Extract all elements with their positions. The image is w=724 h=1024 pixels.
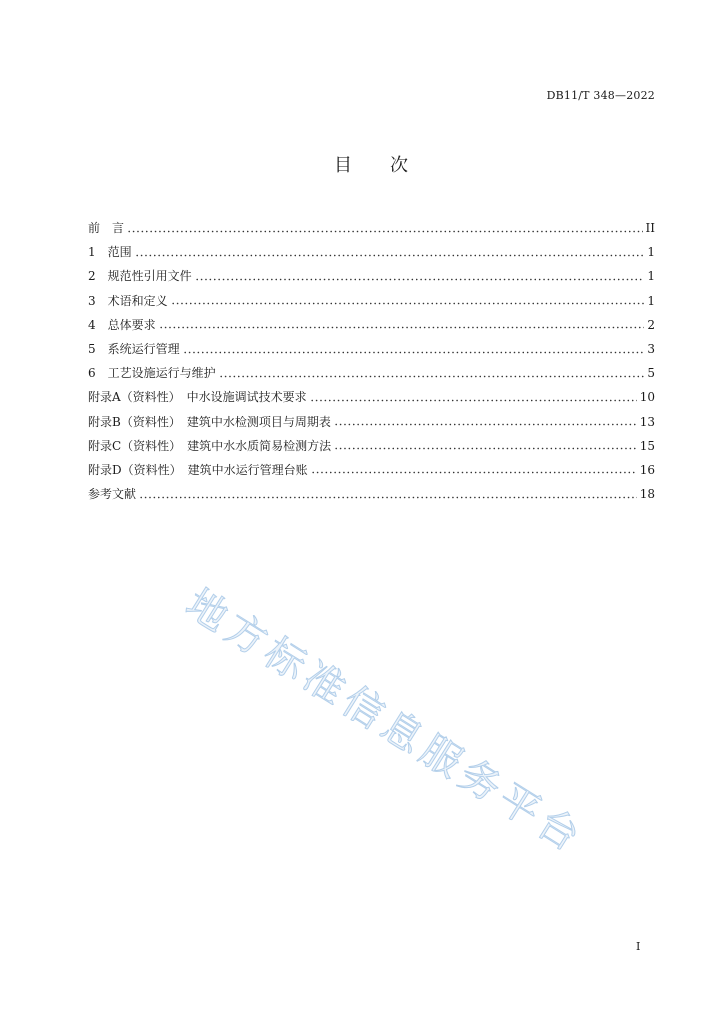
toc-title: 目 次: [334, 155, 418, 176]
toc-entry-facility-maintenance[interactable]: [88, 361, 655, 385]
dot-leader: [219, 375, 645, 378]
toc-entry-scope[interactable]: [88, 240, 655, 264]
toc-entry-label: 前 言: [88, 221, 125, 235]
toc-entry-label: 参考文献: [88, 487, 137, 502]
toc-entry-appendix-d[interactable]: [88, 458, 655, 482]
dot-leader: [159, 326, 645, 329]
dot-leader: [195, 278, 645, 281]
toc-entry-page: 16: [639, 462, 655, 477]
toc-entry-page: 2: [647, 317, 655, 332]
dot-leader: [334, 423, 637, 426]
dot-leader: [311, 471, 637, 474]
toc-entry-bibliography[interactable]: [88, 482, 655, 506]
toc-entry-appendix-b[interactable]: [88, 410, 655, 434]
standard-code: DB11/T 348—2022: [546, 89, 655, 102]
toc-entry-label: 附录A（资料性） 中水设施调试技术要求: [88, 390, 307, 405]
toc-entry-system-operation[interactable]: [88, 337, 655, 361]
toc-entry-page: 1: [647, 269, 655, 284]
toc-entry-page: 1: [647, 293, 655, 308]
toc-entry-page: 5: [647, 366, 655, 381]
dot-leader: [334, 447, 637, 450]
toc-entry-page: 3: [647, 341, 655, 356]
dot-leader: [171, 302, 645, 305]
toc-entry-page: II: [645, 221, 655, 235]
toc-entry-label: 附录C（资料性） 建筑中水水质简易检测方法: [88, 438, 332, 453]
toc-entry-label: 5 系统运行管理: [88, 341, 180, 356]
toc-entry-label: 附录B（资料性） 建筑中水检测项目与周期表: [88, 414, 331, 429]
dot-leader: [310, 399, 637, 402]
toc-entry-terms-definitions[interactable]: [88, 289, 655, 313]
toc-entry-page: 10: [639, 390, 655, 405]
table-of-contents: [88, 216, 655, 506]
toc-entry-general-requirements[interactable]: [88, 313, 655, 337]
toc-entry-label: 2 规范性引用文件: [88, 269, 192, 284]
dot-leader: [127, 230, 643, 233]
toc-entry-foreword[interactable]: [88, 216, 655, 240]
toc-entry-page: 15: [639, 438, 655, 453]
dot-leader: [183, 351, 645, 354]
dot-leader: [135, 254, 645, 257]
page-number: I: [636, 940, 641, 953]
toc-entry-label: 1 范围: [88, 245, 132, 260]
toc-entry-page: 13: [639, 414, 655, 429]
toc-entry-label: 4 总体要求: [88, 317, 156, 332]
toc-entry-appendix-a[interactable]: [88, 385, 655, 409]
toc-entry-appendix-c[interactable]: [88, 434, 655, 458]
toc-entry-label: 附录D（资料性） 建筑中水运行管理台账: [88, 462, 308, 477]
toc-entry-label: 3 术语和定义: [88, 293, 168, 308]
toc-entry-page: 1: [647, 245, 655, 260]
toc-entry-normative-references[interactable]: [88, 264, 655, 288]
watermark-text: 地方标准信息服务平台: [177, 580, 593, 864]
dot-leader: [139, 496, 637, 499]
toc-entry-label: 6 工艺设施运行与维护: [88, 366, 216, 381]
toc-entry-page: 18: [639, 487, 655, 502]
